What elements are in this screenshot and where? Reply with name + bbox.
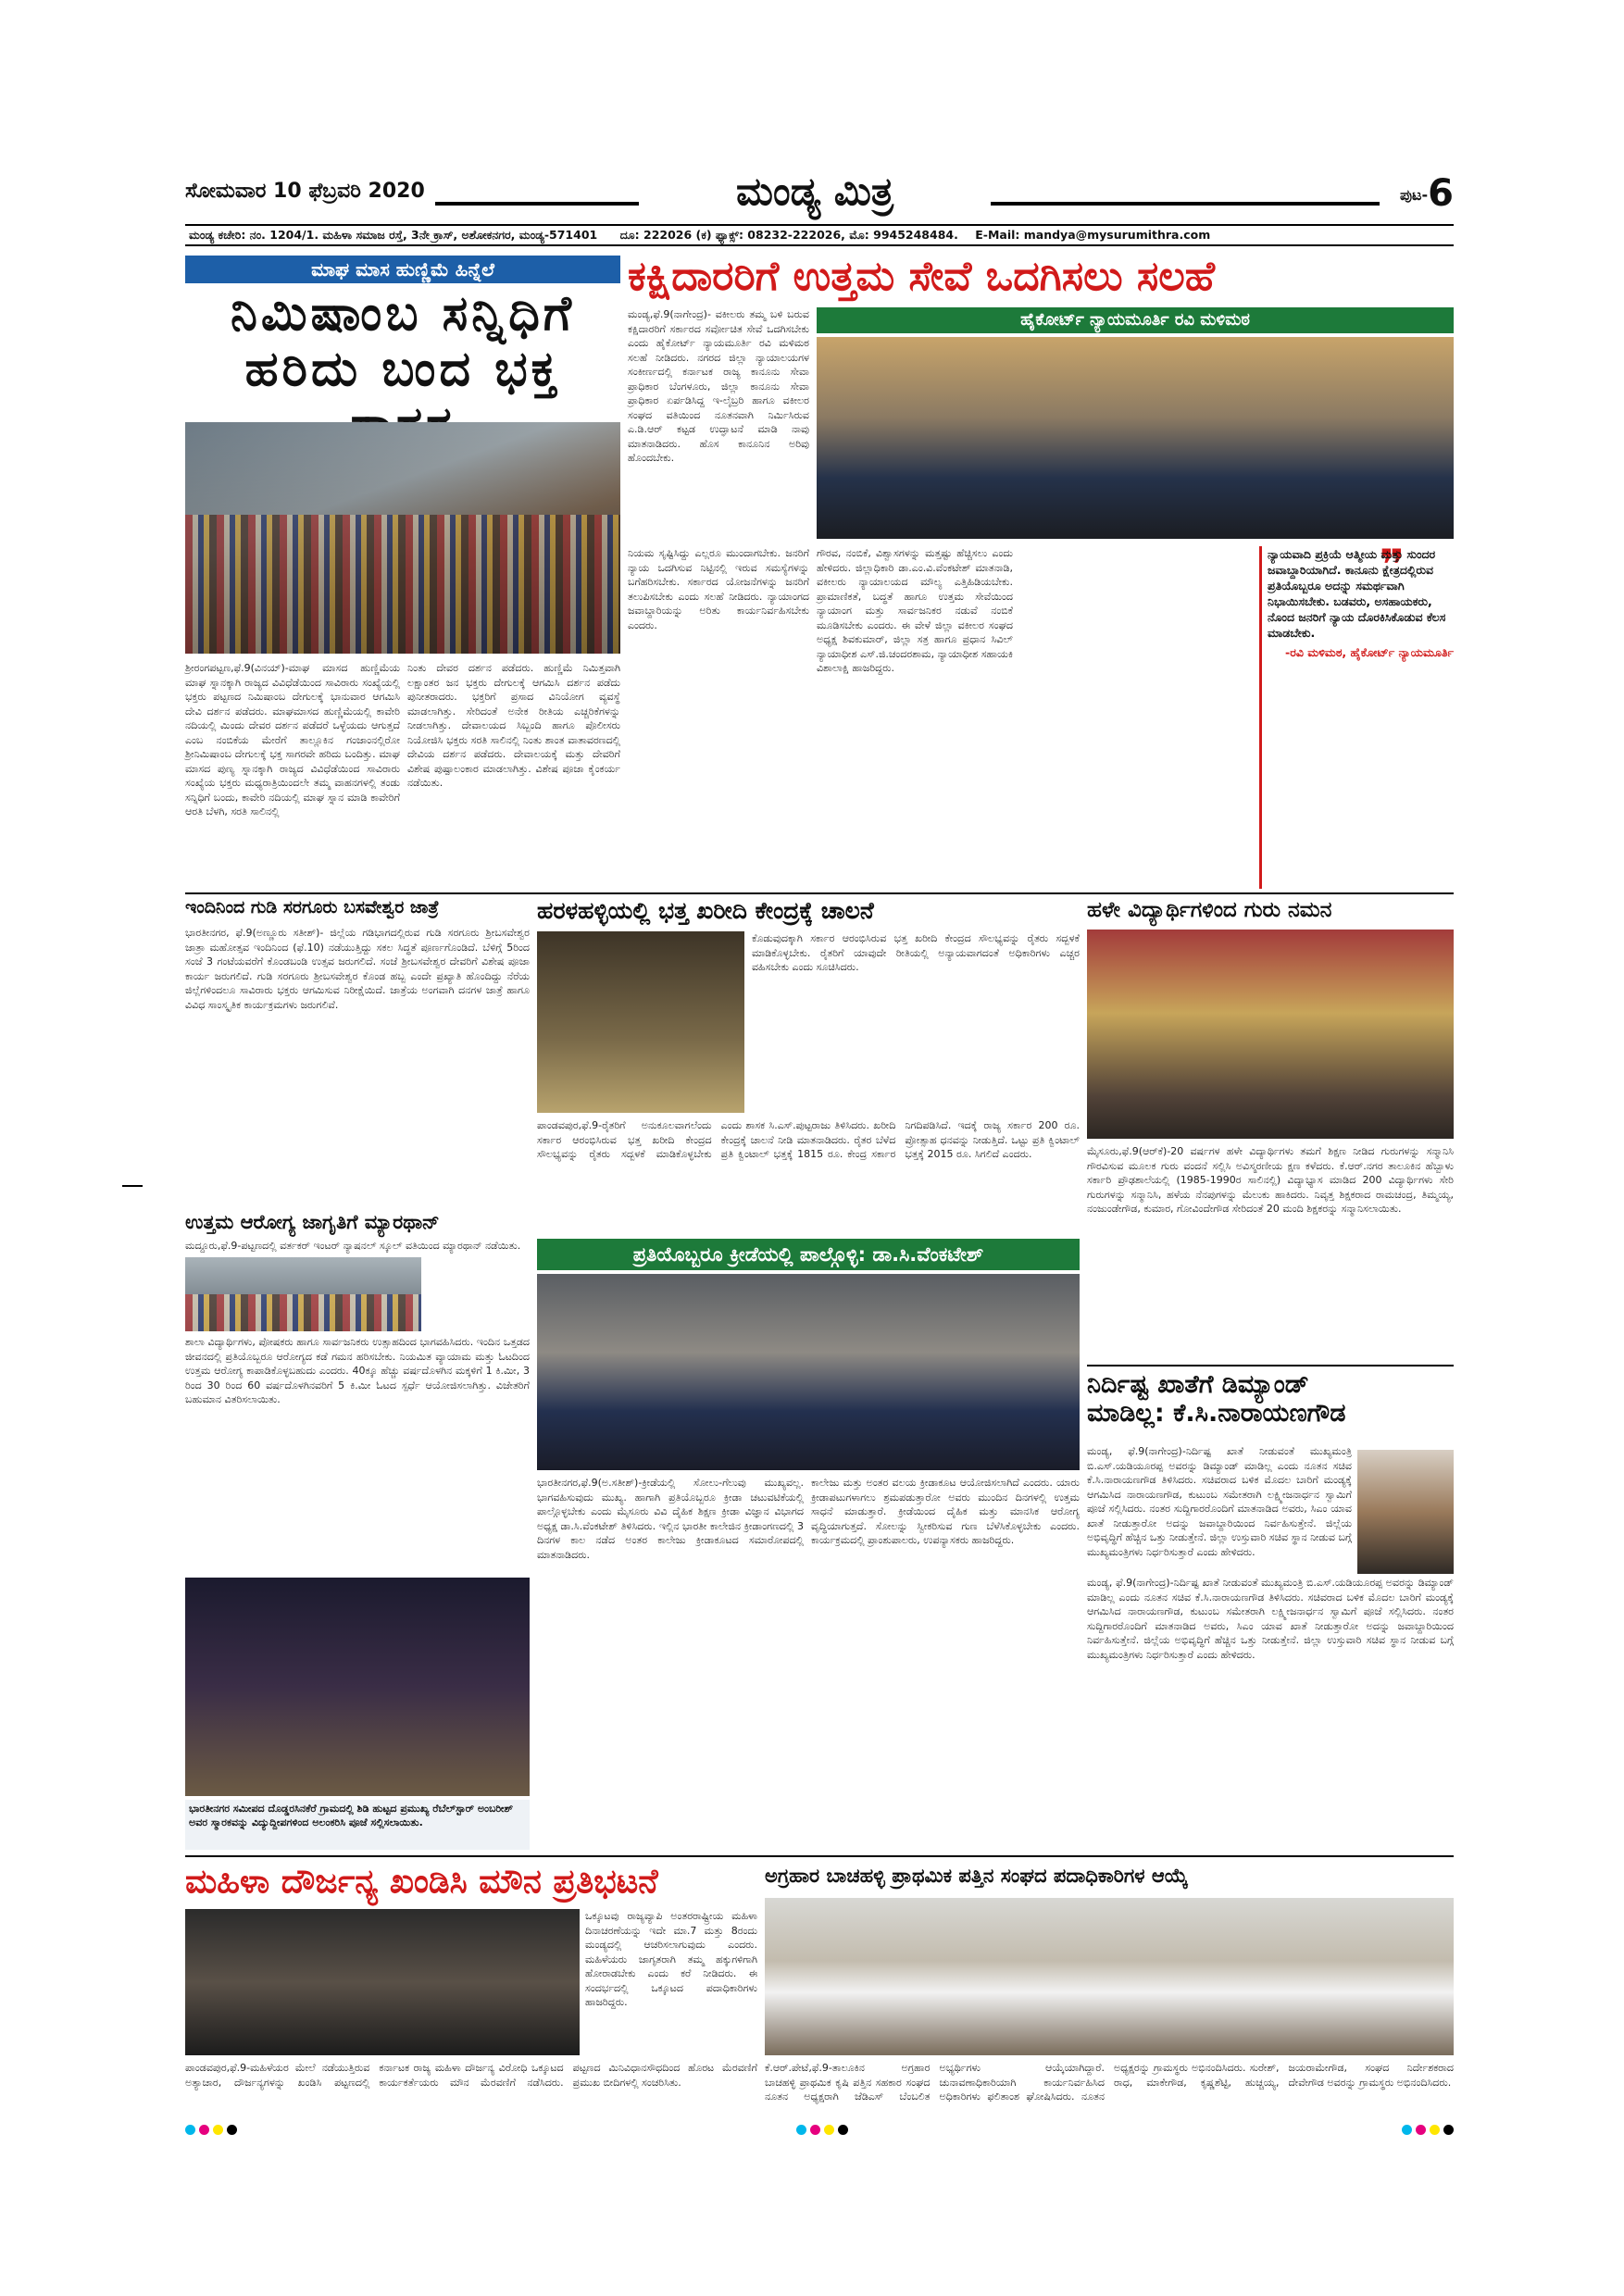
section-divider-2: [1087, 1365, 1454, 1366]
newspaper-page: [185, 168, 1454, 2135]
nimishamba-crowd-photo: [185, 422, 620, 654]
masthead-rule-right: [991, 202, 1380, 206]
marathon-headline: ಉತ್ತಮ ಆರೋಗ್ಯ ಜಾಗೃತಿಗೆ ಮ್ಯಾರಥಾನ್: [185, 1211, 440, 1233]
page-number: ಪುಟ-6: [1400, 172, 1454, 215]
office-email: E-Mail: mandya@mysurumithra.com: [975, 228, 1211, 242]
protest-body-1: ಪಾಂಡವಪುರ,ಫೆ.9-ಮಹಿಳೆಯರ ಮೇಲೆ ನಡೆಯುತ್ತಿರುವ ಅತ್ಯಾಚಾರ, ದೌರ್ಜನ್ಯಗಳನ್ನು ಖಂಡಿಸಿ ಪಟ್ಟಣದಲ್ಲಿ ಕರ್ನಾಟಕ ರಾಜ್ಯ ಮಹಿಳಾ ದೌರ್ಜನ್ಯ ವಿರೋಧಿ ಒಕ್ಕೂಟದ ಕಾರ್ಯಕರ್ತೆಯರು ಮೌನ ಮೆರವಣಿಗೆ ನಡೆಸಿದರು. ಪಟ್ಟಣದ ಮಿನಿವಿಧಾನಸೌಧದಿಂದ ಹೊರಟ ಮೆರವಣಿಗೆ ಪ್ರಮುಖ ಬೀದಿಗಳಲ್ಲಿ ಸಂಚರಿಸಿತು.: [185, 2062, 757, 2089]
lawyers-body-2: ನಿಯಮ ಸೃಷ್ಟಿಸಿದ್ದು ಎಲ್ಲರೂ ಮುಂದಾಗಬೇಕು. ಜನರಿಗೆ ನ್ಯಾಯ ಒದಗಿಸುವ ನಿಟ್ಟಿನಲ್ಲಿ ಇರುವ ಸಮಸ್ಯೆಗಳನ್ನು ಬಗೆಹರಿಸಬೇಕು. ಸರ್ಕಾರದ ಯೋಜನೆಗಳನ್ನು ಜನರಿಗೆ ತಲುಪಿಸಬೇಕು ಎಂದು ಸಲಹೆ ನೀಡಿದರು. ನ್ಯಾಯಾಂಗದ ಜವಾಬ್ದಾರಿಯನ್ನು ಅರಿತು ಕಾರ್ಯನಿರ್ವಹಿಸಬೇಕು ಎಂದರು.: [628, 547, 809, 631]
registration-dots-right: [1402, 2125, 1454, 2135]
marathon-body-1: ಮದ್ದೂರು,ಫೆ.9-ಪಟ್ಟಣದಲ್ಲಿ ವರ್ತಕರ್ ಇಂಟರ್ ನ್ಯಾಷನಲ್ ಸ್ಕೂಲ್ ವತಿಯಿಂದ ಮ್ಯಾರಥಾನ್ ನಡೆಯಿತು.: [185, 1240, 521, 1252]
paddy-center-photo: [537, 931, 744, 1113]
nimishamba-body-1: ಶ್ರೀರಂಗಪಟ್ಟಣ,ಫೆ.9(ವಿನಯ್)-ಮಾಘ ಮಾಸದ ಹುಣ್ಣಿಮೆಯ ಮಾಘ ಸ್ನಾನಕ್ಕಾಗಿ ರಾಜ್ಯದ ವಿವಿಧೆಡೆಯಿಂದ ಸಾವಿರಾರು ಸಂಖ್ಯೆಯಲ್ಲಿ ಭಕ್ತರು ಪಟ್ಟಣದ ನಿಮಿಷಾಂಬ ದೇಗುಲಕ್ಕೆ ಭಾನುವಾರ ಆಗಮಿಸಿ ದೇವಿ ದರ್ಶನ ಪಡೆದರು. ಮಾಘಮಾಸದ ಹುಣ್ಣಿಮೆಯಲ್ಲಿ ಕಾವೇರಿ ನದಿಯಲ್ಲಿ ಮಿಂದು ದೇವರ ದರ್ಶನ ಪಡೆದರೆ ಒಳ್ಳೆಯದು ಆಗುತ್ತದೆ ಎಂಬ ನಂಬಿಕೆಯ ಮೇರೆಗೆ ತಾಲ್ಲೂಕಿನ ಗಂಜಾಂನಲ್ಲಿರೋ ಶ್ರೀನಿಮಿಷಾಂಬ ದೇಗುಲಕ್ಕೆ ಭಕ್ತ ಸಾಗರವೇ ಹರಿದು ಬಂದಿತ್ತು. ಮಾಘ ಮಾಸದ ಪುಣ್ಯ ಸ್ನಾನಕ್ಕಾಗಿ ರಾಜ್ಯದ ವಿವಿಧೆಡೆಯಿಂದ ಸಾವಿರಾರು ಸಂಖ್ಯೆಯ ಭಕ್ತರು ಮಧ್ಯರಾತ್ರಿಯಿಂದಲೇ ತಮ್ಮ ವಾಹನಗಳಲ್ಲಿ ತಂಡು ಸನ್ನಿಧಿಗೆ ಬಂದು, ಕಾವೇರಿ ನದಿಯಲ್ಲಿ ಮಾಘ ಸ್ನಾನ ಮಾಡಿ ಕಾವೇರಿಗೆ ಆರತಿ ಬೆಳಗಿ, ಸರತಿ ಸಾಲಿನಲ್ಲಿ: [185, 662, 400, 817]
guru-felicitation-photo: [1087, 930, 1454, 1139]
protest-body-2: ಒಕ್ಕೂಟವು ರಾಜ್ಯವ್ಯಾಪಿ ಅಂತರರಾಷ್ಟ್ರೀಯ ಮಹಿಳಾ ದಿನಾಚರಣೆಯನ್ನು ಇದೇ ಮಾ.7 ಮತ್ತು 8ರಂದು ಮಂಡ್ಯದಲ್ಲಿ ಆಚರಿಸಲಾಗುವುದು ಎಂದರು. ಮಹಿಳೆಯರು ಜಾಗೃತರಾಗಿ ತಮ್ಮ ಹಕ್ಕುಗಳಿಗಾಗಿ ಹೋರಾಡಬೇಕು ಎಂದು ಕರೆ ನೀಡಿದರು. ಈ ಸಂದರ್ಭದಲ್ಲಿ ಒಕ್ಕೂಟದ ಪದಾಧಿಕಾರಿಗಳು ಹಾಜರಿದ್ದರು.: [585, 1910, 757, 2008]
registration-dots-left: [185, 2125, 237, 2135]
basaveshwara-body: ಭಾರತೀನಗರ, ಫೆ.9(ಅಣ್ಣೂರು ಸತೀಶ್)- ಜಿಲ್ಲೆಯ ಗಡಿಭಾಗದಲ್ಲಿರುವ ಗುಡಿ ಸರಗೂರು ಶ್ರೀಬಸವೇಶ್ವರ ಜಾತ್ರಾ ಮಹೋತ್ಸವ ಇಂದಿನಿಂದ (ಫೆ.10) ನಡೆಯುತ್ತಿದ್ದು ಸಕಲ ಸಿದ್ಧತೆ ಪೂರ್ಣಗೊಂಡಿದೆ. ಬೆಳಿಗ್ಗೆ 5ರಿಂದ ಸಂಜೆ 3 ಗಂಟೆಯವರೆಗೆ ಕೊಂಡಬಂಡಿ ಉತ್ಸವ ಜರುಗಲಿದೆ. ಸಂಜೆ ಶ್ರೀಬಸವೇಶ್ವರ ದೇವರಿಗೆ ವಿಶೇಷ ಪೂಜಾ ಕಾರ್ಯ ಜರುಗಲಿದೆ. ಗುಡಿ ಸರಗೂರು ಶ್ರೀಬಸವೇಶ್ವರ ಕೊಂಡ ಹಬ್ಬ ಎಂದೇ ಪ್ರಖ್ಯಾತಿ ಹೊಂದಿದ್ದು ನೆರೆಯ ಜಿಲ್ಲೆಗಳಿಂದಲೂ ಸಾವಿರಾರು ಭಕ್ತರು ಆಗಮಿಸುವ ನಿರೀಕ್ಷೆಯಿದೆ. ಜಾತ್ರೆಯ ಅಂಗವಾಗಿ ದನಗಳ ಜಾತ್ರೆ ಹಾಗೂ ವಿವಿಧ ಸಾಂಸ್ಕೃತಿಕ ಕಾರ್ಯಕ್ರಮಗಳು ಜರುಗಲಿವೆ.: [185, 927, 530, 1011]
registration-dots-center: [796, 2125, 848, 2135]
newspaper-title: ಮಂಡ್ಯ ಮಿತ್ರ: [736, 168, 893, 214]
section-divider-3: [185, 1855, 1454, 1857]
paddy-body-1: ಕೊಡುವುದಕ್ಕಾಗಿ ಸರ್ಕಾರ ಆರಂಭಿಸಿರುವ ಭತ್ತ ಖರೀದಿ ಕೇಂದ್ರದ ಸೌಲಭ್ಯವನ್ನು ರೈತರು ಸದ್ಬಳಕೆ ಮಾಡಿಕೊಳ್ಳಬೇಕು. ರೈತರಿಗೆ ಯಾವುದೇ ರೀತಿಯಲ್ಲಿ ಅನ್ಯಾಯವಾಗದಂತೆ ಅಧಿಕಾರಿಗಳು ಎಚ್ಚರ ವಹಿಸಬೇಕು ಎಂದು ಸೂಚಿಸಿದರು.: [752, 932, 1080, 973]
guru-body: ಮೈಸೂರು,ಫೆ.9(ಆರ್‌ಕೆ)-20 ವರ್ಷಗಳ ಹಳೇ ವಿದ್ಯಾರ್ಥಿಗಳು ತಮಗೆ ಶಿಕ್ಷಣ ನೀಡಿದ ಗುರುಗಳನ್ನು ಸನ್ಮಾನಿಸಿ ಗೌರವಿಸುವ ಮೂಲಕ ಗುರು ವಂದನೆ ಸಲ್ಲಿಸಿ ಅವಿಸ್ಮರಣೀಯ ಕ್ಷಣ ಕಳೆದರು. ಕೆ.ಆರ್.ನಗರ ತಾಲೂಕಿನ ಹೆಬ್ಬಾಳು ಸರ್ಕಾರಿ ಪ್ರೌಢಶಾಲೆಯಲ್ಲಿ (1985-1990ರ ಸಾಲಿನಲ್ಲಿ) ವಿದ್ಯಾಭ್ಯಾಸ ಮಾಡಿದ 200 ವಿದ್ಯಾರ್ಥಿಗಳು ಸೇರಿ ಗುರುಗಳನ್ನು ಸನ್ಮಾನಿಸಿ, ಹಳೆಯ ನೆನಪುಗಳನ್ನು ಮೆಲುಕು ಹಾಕಿದರು. ನಿವೃತ್ತ ಶಿಕ್ಷಕರಾದ ರಾಮಚಂದ್ರ, ತಿಮ್ಮಯ್ಯ, ನಂಜುಂಡೇಗೌಡ, ಕುಮಾರ, ಗೋವಿಂದೇಗೌಡ ಸೇರಿದಂತೆ 20 ಮಂದಿ ಶಿಕ್ಷಕರನ್ನು ಸನ್ಮಾನಿಸಲಾಯಿತು.: [1087, 1145, 1454, 1215]
sports-body-2: ಕಾಲೇಜು ಮತ್ತು ಅಂತರ ವಲಯ ಕ್ರೀಡಾಕೂಟ ಆಯೋಜಿಸಲಾಗಿದೆ ಎಂದರು. ಯಾರು ಕ್ರೀಡಾಪಟುಗಳಾಗಲು ಶ್ರಮಪಡುತ್ತಾರೋ ಅವರು ಮುಂದಿನ ದಿನಗಳಲ್ಲಿ ಉತ್ತಮ ಸಾಧನೆ ಮಾಡುತ್ತಾರೆ. ಕ್ರೀಡೆಯಿಂದ ದೈಹಿಕ ಮತ್ತು ಮಾನಸಿಕ ಆರೋಗ್ಯ ವೃದ್ಧಿಯಾಗುತ್ತದೆ. ಸೋಲನ್ನು ಸ್ವೀಕರಿಸುವ ಗುಣ ಬೆಳೆಸಿಕೊಳ್ಳಬೇಕು ಎಂದರು. ಕಾರ್ಯಕ್ರಮದಲ್ಲಿ ಪ್ರಾಂಶುಪಾಲರು, ಉಪನ್ಯಾಸಕರು ಹಾಜರಿದ್ದರು.: [811, 1477, 1080, 1546]
sports-team-photo: [537, 1274, 1080, 1470]
nimishamba-body-2: ನಿಂತು ದೇವರ ದರ್ಶನ ಪಡೆದರು. ಹುಣ್ಣಿಮೆ ನಿಮಿತ್ತವಾಗಿ ಲಕ್ಷಾಂತರ ಜನ ಭಕ್ತರು ದೇಗುಲಕ್ಕೆ ಆಗಮಿಸಿ ದರ್ಶನ ಪಡೆದು ಪುನೀತರಾದರು. ಭಕ್ತರಿಗೆ ಪ್ರಸಾದ ವಿನಿಯೋಗ ವ್ಯವಸ್ಥೆ ಮಾಡಲಾಗಿತ್ತು. ಸೇರಿದಂತೆ ಅನೇಕ ರೀತಿಯ ಎಚ್ಚರಿಕೆಗಳನ್ನು ನೀಡಲಾಗಿತ್ತು. ದೇವಾಲಯದ ಸಿಬ್ಬಂದಿ ಹಾಗೂ ಪೊಲೀಸರು ನಿಯೋಜಿಸಿ ಭಕ್ತರು ಸರತಿ ಸಾಲಿನಲ್ಲಿ ನಿಂತು ಶಾಂತ ವಾತಾವರಣದಲ್ಲಿ ದೇವಿಯ ದರ್ಶನ ಪಡೆದರು. ದೇವಾಲಯಕ್ಕೆ ಮತ್ತು ದೇವರಿಗೆ ವಿಶೇಷ ಪುಷ್ಪಾಲಂಕಾರ ಮಾಡಲಾಗಿತ್ತು. ವಿಶೇಷ ಪೂಜಾ ಕೈಂಕರ್ಯ ನಡೆಯಿತು.: [407, 662, 620, 789]
office-phone: ದೂ: 222026 (ಕ) ಫ್ಯಾಕ್ಸ್: 08232-222026, ಮೊ: 9945248484.: [619, 228, 958, 242]
guru-headline: ಹಳೇ ವಿದ್ಯಾರ್ಥಿಗಳಿಂದ ಗುರು ನಮನ: [1087, 898, 1332, 922]
lawyers-headline: ಕಕ್ಷಿದಾರರಿಗೆ ಉತ್ತಮ ಸೇವೆ ಒದಗಿಸಲು ಸಲಹೆ: [628, 253, 1216, 300]
demand-headline: ನಿರ್ದಿಷ್ಟ ಖಾತೆಗೆ ಡಿಮ್ಯಾಂಡ್ ಮಾಡಿಲ್ಲ: ಕೆ.ಸಿ.ನಾರಾಯಣಗೌಡ: [1087, 1370, 1346, 1429]
quote-author: -ರವಿ ಮಳಿಮಠ, ಹೈಕೋರ್ಟ್ ನ್ಯಾಯಮೂರ್ತಿ: [1285, 645, 1454, 659]
cooperative-headline: ಅಗ್ರಹಾರ ಬಾಚಹಳ್ಳಿ ಪ್ರಾಥಮಿಕ ಪತ್ತಿನ ಸಂಘದ ಪದಾಧಿಕಾರಿಗಳ ಆಯ್ಕೆ: [765, 1865, 1189, 1887]
lawyers-pull-quote: [1259, 540, 1454, 889]
nimishamba-kicker: ಮಾಘ ಮಾಸ ಹುಣ್ಣಿಮೆ ಹಿನ್ನೆಲೆ: [185, 256, 620, 283]
basaveshwara-headline: ಇಂದಿನಿಂದ ಗುಡಿ ಸರಗೂರು ಬಸವೇಶ್ವರ ಜಾತ್ರೆ: [185, 897, 440, 917]
nimishamba-headline: ನಿಮಿಷಾಂಬ ಸನ್ನಿಧಿಗೆ ಹರಿದು ಬಂದ ಭಕ್ತ: [230, 286, 576, 397]
demand-body-top: ಮಂಡ್ಯ, ಫೆ.9(ನಾಗೇಂದ್ರ)-ನಿರ್ದಿಷ್ಟ ಖಾತೆ ನೀಡುವಂತೆ ಮುಖ್ಯಮಂತ್ರಿ ಬಿ.ಎಸ್.ಯಡಿಯೂರಪ್ಪ ಅವರನ್ನು ಡಿಮ್ಯಾಂಡ್ ಮಾಡಿಲ್ಲ ಎಂದು ನೂತನ ಸಚಿವ ಕೆ.ಸಿ.ನಾರಾಯಣಗೌಡ ತಿಳಿಸಿದರು. ಸಚಿವರಾದ ಬಳಿಕ ಮೊದಲ ಬಾರಿಗೆ ಮಂಡ್ಯಕ್ಕೆ ಆಗಮಿಸಿದ ನಾರಾಯಣಗೌಡ, ಕುಟುಂಬ ಸಮೇತರಾಗಿ ಲಕ್ಷ್ಮೀಜನಾರ್ಧನ ಸ್ವಾಮಿಗೆ ಪೂಜೆ ಸಲ್ಲಿಸಿದರು. ನಂತರ ಸುದ್ದಿಗಾರರೊಂದಿಗೆ ಮಾತನಾಡಿದ ಅವರು, ಸಿಎಂ ಯಾವ ಖಾತೆ ನೀಡುತ್ತಾರೋ ಅದನ್ನು ಜವಾಬ್ದಾರಿಯಿಂದ ನಿರ್ವಹಿಸುತ್ತೇನೆ. ಜಿಲ್ಲೆಯ ಅಭಿವೃದ್ಧಿಗೆ ಹೆಚ್ಚಿನ ಒತ್ತು ನೀಡುತ್ತೇನೆ. ಜಿಲ್ಲಾ ಉಸ್ತುವಾರಿ ಸಚಿವ ಸ್ಥಾನ ನೀಡುವ ಬಗ್ಗೆ ಮುಖ್ಯಮಂತ್ರಿಗಳು ನಿರ್ಧರಿಸುತ್ತಾರೆ ಎಂದು ಹೇಳಿದರು.: [1087, 1445, 1352, 1558]
lawyers-body-1: ಮಂಡ್ಯ,ಫೆ.9(ನಾಗೇಂದ್ರ)- ವಕೀಲರು ತಮ್ಮ ಬಳಿ ಬರುವ ಕಕ್ಷಿದಾರರಿಗೆ ಸರ್ಕಾರದ ಸರ್ವೋಚಿತ ಸೇವೆ ಒದಗಿಸಬೇಕು ಎಂದು ಹೈಕೋರ್ಟ್ ನ್ಯಾಯಮೂರ್ತಿ ರವಿ ಮಳಿಮಠ ಸಲಹೆ ನೀಡಿದರು. ನಗರದ ಜಿಲ್ಲಾ ನ್ಯಾಯಾಲಯಗಳ ಸಂಕೀರ್ಣದಲ್ಲಿ ಕರ್ನಾಟಕ ರಾಜ್ಯ ಕಾನೂನು ಸೇವಾ ಪ್ರಾಧಿಕಾರ ಬೆಂಗಳೂರು, ಜಿಲ್ಲಾ ಕಾನೂನು ಸೇವಾ ಪ್ರಾಧಿಕಾರ ಏರ್ಪಡಿಸಿದ್ದ ಇ-ಲೈಬ್ರರಿ ಹಾಗೂ ವಕೀಲರ ಸಂಘದ ವತಿಯಿಂದ ನೂತನವಾಗಿ ನಿರ್ಮಿಸಿರುವ ಎ.ಡಿ.ಆರ್ ಕಟ್ಟಡ ಉದ್ಘಾಟನೆ ಮಾಡಿ ನಾವು ಮಾತನಾಡಿದರು. ಹೊಸ ಕಾನೂನಿನ ಅರಿವು ಹೊಂದಬೇಕು.: [628, 308, 809, 464]
office-address-bar: [185, 224, 1454, 246]
quote-text: ನ್ಯಾಯವಾದಿ ಪ್ರಕ್ರಿಯೆ ಆತ್ಮೀಯ ಮತ್ತು ಸುಂದರ ಜವಾಬ್ದಾರಿಯಾಗಿದೆ. ಕಾನೂನು ಕ್ಷೇತ್ರದಲ್ಲಿರುವ ಪ್ರತಿಯೊಬ್ಬರೂ ಅದನ್ನು ಸಮರ್ಥವಾಗಿ ನಿಭಾಯಿಸಬೇಕು. ಬಡವರು, ಅಸಹಾಯಕರು, ನೊಂದ ಜನರಿಗೆ ನ್ಯಾಯ ದೊರಕಿಸಿಕೊಡುವ ಕೆಲಸ ಮಾಡಬೇಕು.: [1268, 547, 1446, 640]
lawyers-body-3: ಗೌರವ, ನಂಬಿಕೆ, ವಿಶ್ವಾಸಗಳನ್ನು ಮತ್ತಷ್ಟು ಹೆಚ್ಚಿಸಲು ಎಂದು ಹೇಳಿದರು. ಜಿಲ್ಲಾಧಿಕಾರಿ ಡಾ.ಎಂ.ವಿ.ವೆಂಕಟೇಶ್ ಮಾತನಾಡಿ, ವಕೀಲರು ನ್ಯಾಯಾಲಯದ ಮೌಲ್ಯ ಎತ್ತಿಹಿಡಿಯಬೇಕು. ಪ್ರಾಮಾಣಿಕತೆ, ಬದ್ಧತೆ ಹಾಗೂ ಉತ್ತಮ ಸೇವೆಯಿಂದ ನ್ಯಾಯಾಂಗ ಮತ್ತು ಸಾರ್ವಜನಿಕರ ನಡುವೆ ನಂಬಿಕೆ ಮೂಡಿಸಬೇಕು ಎಂದರು. ಈ ವೇಳೆ ಜಿಲ್ಲಾ ವಕೀಲರ ಸಂಘದ ಅಧ್ಯಕ್ಷ ಶಿವಕುಮಾರ್, ಜಿಲ್ಲಾ ಸತ್ರ ಹಾಗೂ ಪ್ರಧಾನ ಸಿವಿಲ್ ನ್ಯಾಯಾಧೀಶ ಎಸ್.ಜಿ.ಚಂದರಶಾಮ, ನ್ಯಾಯಾಧೀಶ ಸಹಾಯಕಿ ವಿಶಾಲಾಕ್ಷಿ ಹಾಜರಿದ್ದರು.: [817, 547, 1013, 674]
masthead-rule-left: [435, 202, 639, 206]
paddy-body-2: ಪಾಂಡವಪುರ,ಫೆ.9-ರೈತರಿಗೆ ಅನುಕೂಲವಾಗಲೆಂದು ಸರ್ಕಾರ ಆರಂಭಿಸಿರುವ ಭತ್ತ ಖರೀದಿ ಕೇಂದ್ರದ ಸೌಲಭ್ಯವನ್ನು ರೈತರು ಸದ್ಬಳಕೆ ಮಾಡಿಕೊಳ್ಳಬೇಕು ಎಂದು ಶಾಸಕ ಸಿ.ಎಸ್.ಪುಟ್ಟರಾಜು ತಿಳಿಸಿದರು. ಖರೀದಿ ಕೇಂದ್ರಕ್ಕೆ ಚಾಲನೆ ನೀಡಿ ಮಾತನಾಡಿದರು. ರೈತರ ಬೆಳೆದ ಪ್ರತಿ ಕ್ವಿಂಟಾಲ್ ಭತ್ತಕ್ಕೆ 1815 ರೂ. ಕೇಂದ್ರ ಸರ್ಕಾರ ನಿಗದಿಪಡಿಸಿದೆ. ಇದಕ್ಕೆ ರಾಜ್ಯ ಸರ್ಕಾರ 200 ರೂ. ಪ್ರೋತ್ಸಾಹ ಧನವನ್ನು ನೀಡುತ್ತಿದೆ. ಒಟ್ಟು ಪ್ರತಿ ಕ್ವಿಂಟಾಲ್ ಭತ್ತಕ್ಕೆ 2015 ರೂ. ಸಿಗಲಿದೆ ಎಂದರು.: [537, 1119, 1080, 1160]
sports-body-1: ಭಾರತೀನಗರ,ಫೆ.9(ಅ.ಸತೀಶ್)-ಕ್ರೀಡೆಯಲ್ಲಿ ಸೋಲು-ಗೆಲುವು ಮುಖ್ಯವಲ್ಲ. ಭಾಗವಹಿಸುವುದು ಮುಖ್ಯ. ಹಾಗಾಗಿ ಪ್ರತಿಯೊಬ್ಬರೂ ಕ್ರೀಡಾ ಚಟುವಟಿಕೆಯಲ್ಲಿ ಪಾಲ್ಗೊಳ್ಳಬೇಕು ಎಂದು ಮೈಸೂರು ವಿವಿ ದೈಹಿಕ ಶಿಕ್ಷಣ ಕ್ರೀಡಾ ವಿಜ್ಞಾನ ವಿಭಾಗದ ಅಧ್ಯಕ್ಷ ಡಾ.ಸಿ.ವೆಂಕಟೇಶ್ ತಿಳಿಸಿದರು. ಇಲ್ಲಿನ ಭಾರತೀ ಕಾಲೇಜಿನ ಕ್ರೀಡಾಂಗಣದಲ್ಲಿ 3 ದಿನಗಳ ಕಾಲ ನಡೆದ ಅಂತರ ಕಾಲೇಜು ಕ್ರೀಡಾಕೂಟದ ಸಮಾರೋಪದಲ್ಲಿ ಮಾತನಾಡಿದರು.: [537, 1477, 804, 1561]
cooperative-group-photo: [765, 1898, 1454, 2055]
lawyers-kicker: ಹೈಕೋರ್ಟ್ ನ್ಯಾಯಮೂರ್ತಿ ರವಿ ಮಳಿಮಠ: [817, 307, 1454, 333]
sports-headline: ಪ್ರತಿಯೊಬ್ಬರೂ ಕ್ರೀಡೆಯಲ್ಲಿ ಪಾಲ್ಗೊಳ್ಳಿ: ಡಾ.ಸಿ.ವೆಂಕಟೇಶ್: [537, 1239, 1080, 1270]
lawyers-ribbon-cutting-photo: [817, 337, 1454, 539]
issue-date: ಸೋಮವಾರ 10 ಫೆಬ್ರವರಿ 2020: [185, 180, 425, 203]
marathon-photo: [185, 1257, 421, 1331]
protest-photo: [185, 1909, 580, 2055]
narayanagowda-portrait: [1357, 1450, 1454, 1574]
office-address: ಮಂಡ್ಯ ಕಚೇರಿ: ನಂ. 1204/1. ಮಹಿಳಾ ಸಮಾಜ ರಸ್ತೆ, 3ನೇ ಕ್ರಾಸ್, ಅಶೋಕನಗರ, ಮಂಡ್ಯ-571401: [189, 228, 598, 242]
masthead: [185, 168, 1454, 220]
paddy-headline: ಹರಳಹಳ್ಳಿಯಲ್ಲಿ ಭತ್ತ ಖರೀದಿ ಕೇಂದ್ರಕ್ಕೆ ಚಾಲನೆ: [537, 897, 874, 924]
section-divider-1: [185, 892, 1454, 894]
quote-mark-icon: ❞: [1380, 540, 1405, 590]
marathon-body-2: ಶಾಲಾ ವಿದ್ಯಾರ್ಥಿಗಳು, ಪೋಷಕರು ಹಾಗೂ ಸಾರ್ವಜನಿಕರು ಉತ್ಸಾಹದಿಂದ ಭಾಗವಹಿಸಿದರು. ಇಂದಿನ ಒತ್ತಡದ ಜೀವನದಲ್ಲಿ ಪ್ರತಿಯೊಬ್ಬರೂ ಆರೋಗ್ಯದ ಕಡೆ ಗಮನ ಹರಿಸಬೇಕು. ನಿಯಮಿತ ವ್ಯಾಯಾಮ ಮತ್ತು ಓಟದಿಂದ ಉತ್ತಮ ಆರೋಗ್ಯ ಕಾಪಾಡಿಕೊಳ್ಳಬಹುದು ಎಂದರು. 40ಕ್ಕೂ ಹೆಚ್ಚು ವರ್ಷದೊಳಗಿನ ಮಕ್ಕಳಿಗೆ 1 ಕಿ.ಮೀ, 3 ರಿಂದ 30 ರಿಂದ 60 ವರ್ಷದೊಳಗಿನವರಿಗೆ 5 ಕಿ.ಮೀ ಓಟದ ಸ್ಪರ್ಧೆ ಆಯೋಜಿಸಲಾಗಿತ್ತು. ವಿಜೇತರಿಗೆ ಬಹುಮಾನ ವಿತರಿಸಲಾಯಿತು.: [185, 1336, 530, 1405]
ambareesh-memorial-photo: [185, 1578, 530, 1796]
demand-body: ಮಂಡ್ಯ, ಫೆ.9(ನಾಗೇಂದ್ರ)-ನಿರ್ದಿಷ್ಟ ಖಾತೆ ನೀಡುವಂತೆ ಮುಖ್ಯಮಂತ್ರಿ ಬಿ.ಎಸ್.ಯಡಿಯೂರಪ್ಪ ಅವರನ್ನು ಡಿಮ್ಯಾಂಡ್ ಮಾಡಿಲ್ಲ ಎಂದು ನೂತನ ಸಚಿವ ಕೆ.ಸಿ.ನಾರಾಯಣಗೌಡ ತಿಳಿಸಿದರು. ಸಚಿವರಾದ ಬಳಿಕ ಮೊದಲ ಬಾರಿಗೆ ಮಂಡ್ಯಕ್ಕೆ ಆಗಮಿಸಿದ ನಾರಾಯಣಗೌಡ, ಕುಟುಂಬ ಸಮೇತರಾಗಿ ಲಕ್ಷ್ಮೀಜನಾರ್ಧನ ಸ್ವಾಮಿಗೆ ಪೂಜೆ ಸಲ್ಲಿಸಿದರು. ನಂತರ ಸುದ್ದಿಗಾರರೊಂದಿಗೆ ಮಾತನಾಡಿದ ಅವರು, ಸಿಎಂ ಯಾವ ಖಾತೆ ನೀಡುತ್ತಾರೋ ಅದನ್ನು ಜವಾಬ್ದಾರಿಯಿಂದ ನಿರ್ವಹಿಸುತ್ತೇನೆ. ಜಿಲ್ಲೆಯ ಅಭಿವೃದ್ಧಿಗೆ ಹೆಚ್ಚಿನ ಒತ್ತು ನೀಡುತ್ತೇನೆ. ಜಿಲ್ಲಾ ಉಸ್ತುವಾರಿ ಸಚಿವ ಸ್ಥಾನ ನೀಡುವ ಬಗ್ಗೆ ಮುಖ್ಯಮಂತ್ರಿಗಳು ನಿರ್ಧರಿಸುತ್ತಾರೆ ಎಂದು ಹೇಳಿದರು.: [1087, 1577, 1454, 1661]
protest-headline: ಮಹಿಳಾ ದೌರ್ಜನ್ಯ ಖಂಡಿಸಿ ಮೌನ ಪ್ರತಿಭಟನೆ: [185, 1863, 658, 1901]
fold-mark: [122, 1185, 143, 1187]
cooperative-body: ಕೆ.ಆರ್.ಪೇಟೆ,ಫೆ.9-ತಾಲೂಕಿನ ಅಗ್ರಹಾರ ಬಾಚಹಳ್ಳಿ ಪ್ರಾಥಮಿಕ ಕೃಷಿ ಪತ್ತಿನ ಸಹಕಾರ ಸಂಘದ ನೂತನ ಅಧ್ಯಕ್ಷರಾಗಿ ಜೆಡಿಎಸ್ ಬೆಂಬಲಿತ ಅಭ್ಯರ್ಥಿಗಳು ಆಯ್ಕೆಯಾಗಿದ್ದಾರೆ. ಚುನಾವಣಾಧಿಕಾರಿಯಾಗಿ ಕಾರ್ಯನಿರ್ವಹಿಸಿದ ಅಧಿಕಾರಿಗಳು ಫಲಿತಾಂಶ ಘೋಷಿಸಿದರು. ನೂತನ ಅಧ್ಯಕ್ಷರನ್ನು ಗ್ರಾಮಸ್ಥರು ಅಭಿನಂದಿಸಿದರು. ಸುರೇಶ್, ರಾಧ, ಮಾಕೇಗೌಡ, ಕೃಷ್ಣಶೆಟ್ಟಿ, ಹುಚ್ಚಯ್ಯ, ಜಯರಾಮೇಗೌಡ, ಸಂಘದ ನಿರ್ದೇಶಕರಾದ ದೇವೇಗೌಡ ಅವರನ್ನು ಗ್ರಾಮಸ್ಥರು ಅಭಿನಂದಿಸಿದರು.: [765, 2062, 1454, 2103]
ambareesh-photo-caption: ಭಾರತೀನಗರ ಸಮೀಪದ ದೊಡ್ಡರಸಿನಕೆರೆ ಗ್ರಾಮದಲ್ಲಿ ಶಿಡಿ ಹುಟ್ಟದ ಪ್ರಮುಖ್ಯ ರೆಬೆಲ್‌ಸ್ಟಾರ್ ಅಂಬರೀಶ್ ಅವರ ಸ್ಮಾರಕವನ್ನು ವಿದ್ಯುದ್ದೀಪಗಳಿಂದ ಅಲಂಕರಿಸಿ ಪೂಜೆ ಸಲ್ಲಿಸಲಾಯಿತು.: [185, 1800, 530, 1850]
